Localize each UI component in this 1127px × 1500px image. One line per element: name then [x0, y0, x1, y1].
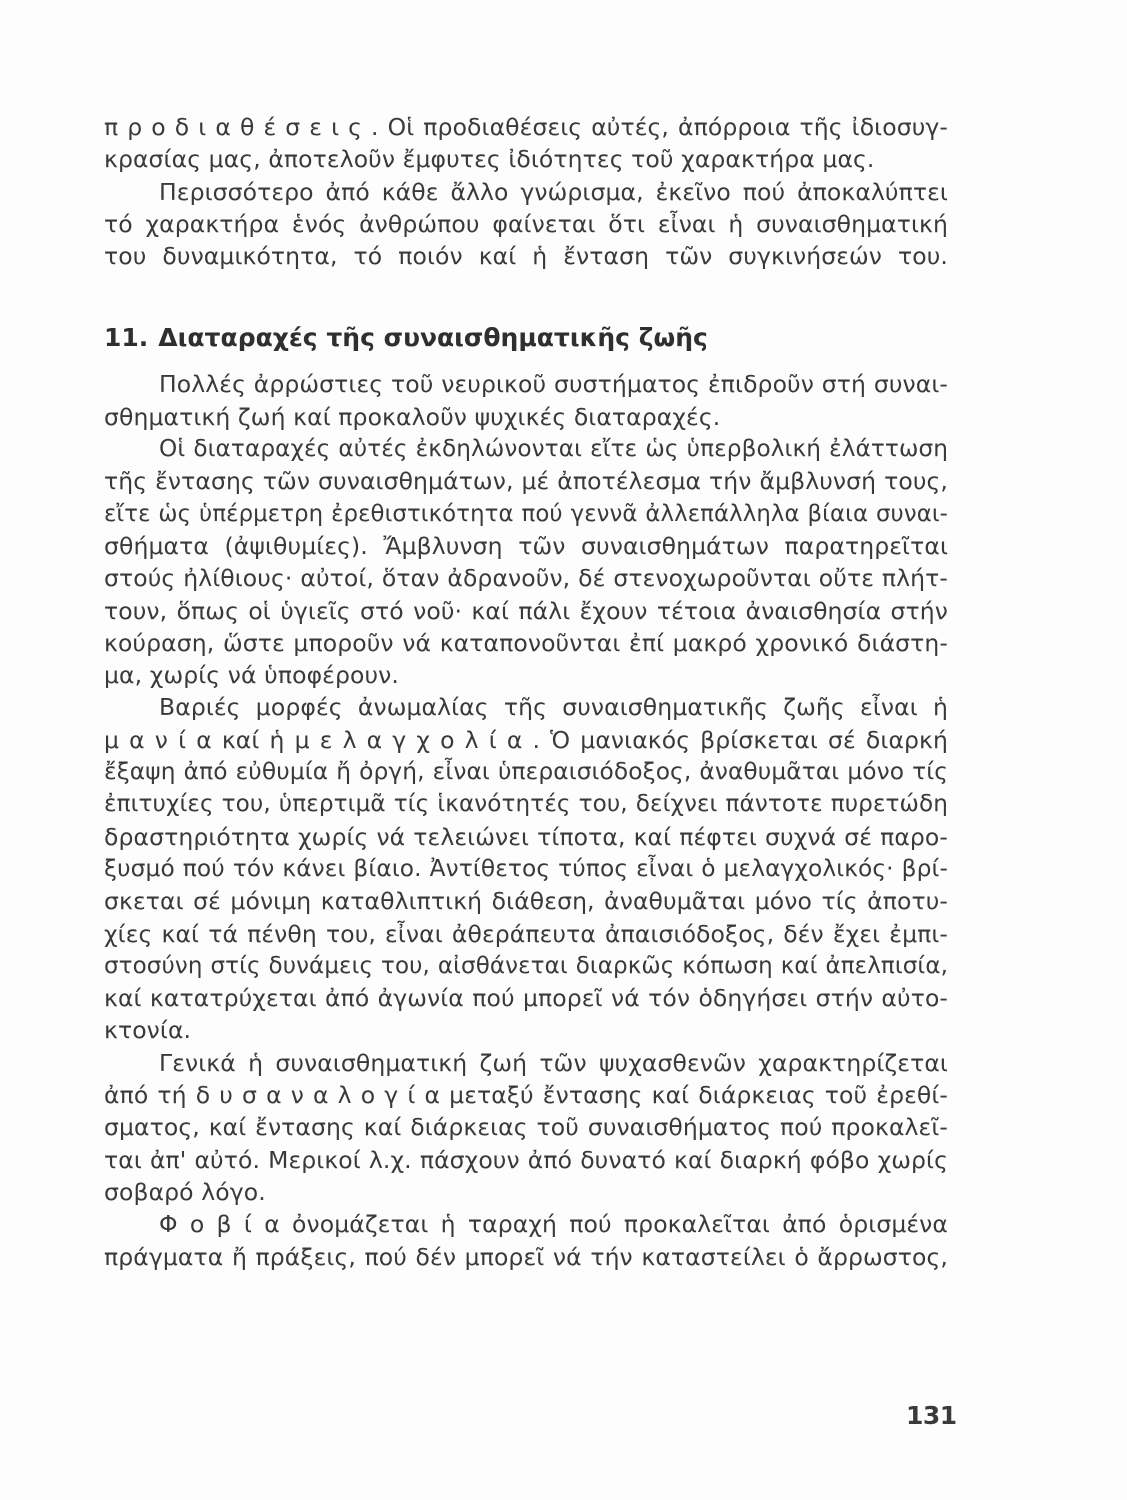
text-line: στούς ἠλίθιους· αὐτοί, ὅταν ἀδρανοῦν, δέ στενοχωροῦνται οὔτε πλήτ- [104, 564, 948, 593]
text-line: καί κατατρύχεται ἀπό ἀγωνία πού μπορεῖ νά τόν ὁδηγήσει στήν αὐτο- [104, 984, 948, 1013]
text-line: μα, χωρίς νά ὑποφέρουν. [104, 661, 399, 690]
text-line: ξυσμό πού τόν κάνει βίαιο. Ἀντίθετος τύπος εἶναι ὁ μελαγχολικός· βρί- [104, 854, 948, 882]
text-line: τῆς ἔντασης τῶν συναισθημάτων, μέ ἀποτέλεσμα τήν ἄμβλυνσή τους, [104, 467, 948, 496]
text-line: σκεται σέ μόνιμη καταθλιπτική διάθεση, ἀναθυμᾶται μόνο τίς ἀποτυ- [104, 887, 948, 916]
text-line: σοβαρό λόγο. [104, 1177, 266, 1206]
section-heading [104, 322, 948, 354]
text-line: Γενικά ἡ συναισθηματική ζωή τῶν ψυχασθενῶν χαρακτηρίζεται [159, 1048, 948, 1077]
page-number: 131 [906, 1401, 957, 1430]
text-line: Περισσότερο ἀπό κάθε ἄλλο γνώρισμα, ἐκεῖνο πού ἀποκαλύπτει [159, 177, 948, 206]
text-line: δραστηριότητα χωρίς νά τελειώνει τίποτα, καί πέφτει συχνά σέ παρο- [104, 822, 948, 851]
text-line: ἐπιτυχίες του, ὑπερτιμᾶ τίς ἱκανότητές του, δείχνει πάντοτε πυρετώδη [104, 791, 948, 818]
text-line: ται ἀπ' αὐτό. Μερικοί λ.χ. πάσχουν ἀπό δυνατό καί διαρκή φόβο χωρίς [104, 1145, 948, 1174]
text-line: τουν, ὅπως οἱ ὑγιεῖς στό νοῦ· καί πάλι ἔχουν τέτοια ἀναισθησία στήν [104, 596, 948, 625]
section-title: Διαταραχές τῆς συναισθηματικῆς ζωῆς [158, 323, 708, 353]
text-line: σθήματα (ἀψιθυμίες). Ἄμβλυνση τῶν συναισθημάτων παρατηρεῖται [104, 531, 948, 560]
text-line: κτονία. [104, 1016, 192, 1045]
text-line: Φ ο β ί α ὀνομάζεται ἡ ταραχή πού προκαλεῖται ἀπό ὁρισμένα [159, 1210, 948, 1239]
spacer [104, 272, 948, 322]
text-line: ἔξαψη ἀπό εὐθυμία ἤ ὀργή, εἶναι ὑπεραισιόδοξος, ἀναθυμᾶται μόνο τίς [104, 758, 948, 786]
text-line: στοσύνη στίς δυνάμεις του, αἰσθάνεται διαρκῶς κόπωση καί ἀπελπισία, [104, 952, 948, 979]
text-line: Βαριές μορφές ἀνωμαλίας τῆς συναισθηματικῆς ζωῆς εἶναι ἡ [159, 693, 948, 722]
text-line: μ α ν ί α καί ἡ μ ε λ α γ χ ο λ ί α . Ὁ μανιακός βρίσκεται σέ διαρκή [104, 725, 948, 754]
text-line: σματος, καί ἔντασης καί διάρκειας τοῦ συναισθήματος πού προκαλεῖ- [104, 1113, 948, 1142]
text-line: εἴτε ὡς ὑπέρμετρη ἐρεθιστικότητα πού γεννᾶ ἀλλεπάλληλα βίαια συναι- [104, 500, 948, 527]
text-line: σθηματική ζωή καί προκαλοῦν ψυχικές διαταραχές. [104, 402, 721, 431]
text-line: του δυναμικότητα, τό ποιόν καί ἡ ἔνταση τῶν συγκινήσεών του. [104, 242, 948, 271]
text-line: τό χαρακτήρα ἑνός ἀνθρώπου φαίνεται ὅτι εἶναι ἡ συναισθηματική [104, 209, 948, 238]
text-line: χίες καί τά πένθη του, εἶναι ἀθεράπευτα ἀπαισιόδοξος, δέν ἔχει ἐμπι- [104, 919, 948, 948]
spacer [104, 354, 948, 368]
text-line: Πολλές ἀρρώστιες τοῦ νευρικοῦ συστήματος ἐπιδροῦν στή συναι- [159, 370, 948, 399]
text-line: Οἱ διαταραχές αὐτές ἐκδηλώνονται εἴτε ὡς ὑπερβολική ἐλάττωση [159, 435, 948, 463]
text-line: κρασίας μας, ἀποτελοῦν ἔμφυτες ἰδιότητες τοῦ χαρακτήρα μας. [104, 145, 875, 174]
section-number: 11. [104, 323, 149, 353]
text-line: πράγματα ἤ πράξεις, πού δέν μπορεῖ νά τήν καταστείλει ὁ ἄρρωστος, [104, 1242, 948, 1271]
text-line: ἀπό τή δ υ σ α ν α λ ο γ ί α μεταξύ ἔντασης καί διάρκειας τοῦ ἐρεθί- [104, 1081, 948, 1110]
text-column [104, 111, 948, 1273]
text-line: κούραση, ὥστε μποροῦν νά καταπονοῦνται ἐπί μακρό χρονικό διάστη- [104, 628, 948, 657]
text-line: π ρ ο δ ι α θ έ σ ε ι ς . Οἱ προδιαθέσεις αὐτές, ἀπόρροια τῆς ἰδιοσυγ- [104, 113, 948, 141]
